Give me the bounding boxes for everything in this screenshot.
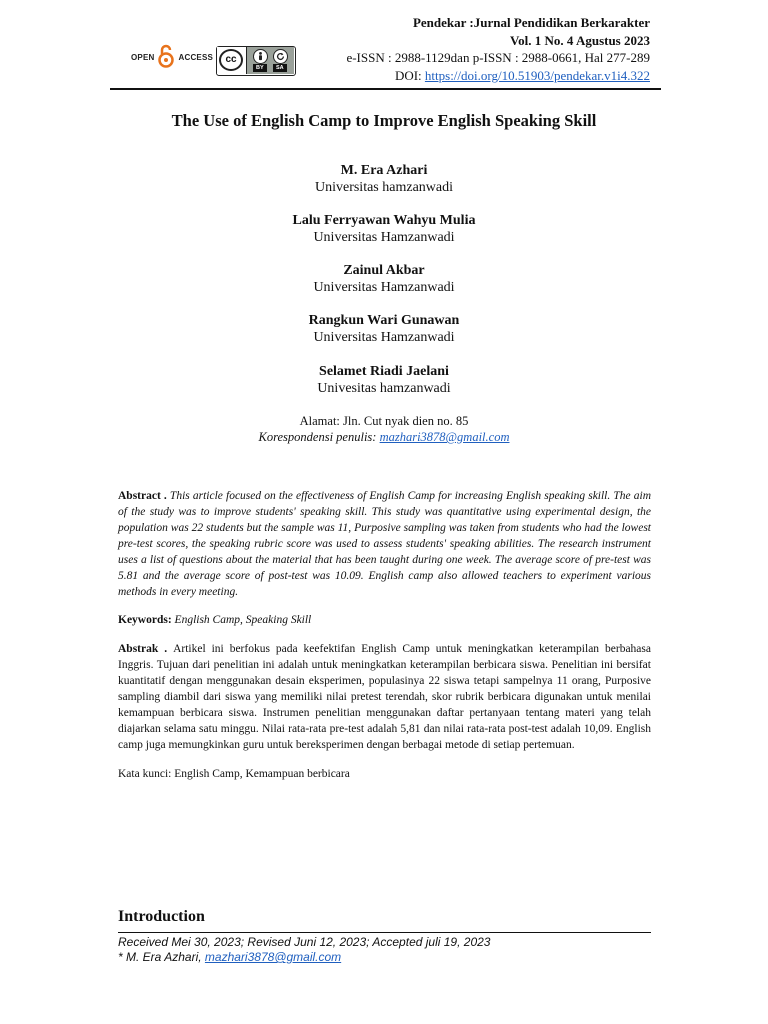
author-name: M. Era Azhari	[340, 163, 428, 178]
attribution-person-icon	[253, 49, 268, 64]
open-access-right-text: ACCESS	[178, 52, 214, 62]
correspondence-email-link[interactable]: mazhari3878@gmail.com	[379, 430, 510, 444]
footnote-email-link[interactable]: mazhari3878@gmail.com	[204, 950, 342, 964]
keywords-line	[118, 612, 651, 628]
author-affiliation: Univesitas hamzanwadi	[317, 381, 451, 396]
cc-sa-label: SA	[273, 64, 287, 72]
author-affiliation: Universitas Hamzanwadi	[313, 230, 455, 245]
author-block	[0, 312, 768, 346]
footnote-received: Received Mei 30, 2023; Revised Juni 12, 2023; Accepted juli 19, 2023	[118, 935, 491, 949]
open-access-logo	[131, 44, 213, 70]
creative-commons-icon: cc	[219, 49, 243, 71]
doi-label: DOI:	[394, 67, 425, 83]
doi-line	[346, 67, 650, 85]
abstract-text: This article focused on the effectiveness of English Camp for increasing English speaking skill. The aim of the study was to improve students' speaking skill. This study was quantitative using experimental design, the population was 22 students but the sample was 11, Purposive sampling was taken from students who had the lowest pre-test scores, the speaking rubric score was used to assess students' speaking abilities. The research instrument uses a list of questions about the material that has been taught during one week. The average score of pre-test was 5.81 and the average score of post-test was 10.09. English camp also allowed teachers to experiment various methods in every meeting.	[118, 490, 651, 598]
header-divider	[110, 88, 661, 90]
cc-by-label: BY	[253, 64, 267, 72]
author-affiliation: Universitas Hamzanwadi	[313, 330, 455, 345]
cc-by-sa-license-badge[interactable]	[216, 46, 296, 76]
kata-kunci-line: Kata kunci: English Camp, Kemampuan berbicara	[118, 768, 350, 780]
correspondence-label: Korespondensi penulis:	[258, 430, 380, 444]
author-name: Zainul Akbar	[343, 263, 425, 278]
author-name: Rangkun Wari Gunawan	[308, 313, 460, 328]
author-block	[0, 363, 768, 397]
address-line: Alamat: Jln. Cut nyak dien no. 85	[299, 414, 469, 428]
abstrak-paragraph	[118, 641, 651, 753]
open-access-left-text: OPEN	[131, 52, 155, 62]
footnote-block	[118, 935, 490, 965]
journal-header	[346, 14, 650, 84]
abstract-paragraph	[118, 488, 651, 600]
address-block	[0, 413, 768, 445]
footnote-divider	[118, 932, 651, 933]
journal-name: Pendekar :Jurnal Pendidikan Berkarakter	[412, 15, 650, 30]
keywords-text: English Camp, Speaking Skill	[174, 614, 312, 626]
doi-link[interactable]: https://doi.org/10.51903/pendekar.v1i4.322	[424, 67, 650, 83]
keywords-label: Keywords:	[118, 614, 175, 626]
paper-title: The Use of English Camp to Improve English Speaking Skill	[171, 111, 597, 130]
author-name: Selamet Riadi Jaelani	[319, 364, 449, 379]
author-affiliation: Universitas Hamzanwadi	[313, 280, 455, 295]
author-block	[0, 262, 768, 296]
abstrak-text: Artikel ini berfokus pada keefektifan English Camp untuk meningkatkan keterampilan berbahasa Inggris. Tujuan dari penelitian ini adalah untuk meningkatkan keterampilan berbicara siswa. Penelitian ini bersifat kuantitatif dengan menggunakan desain eksperimen, populasinya 22 siswa tetapi sampelnya 11 orang, Purposive sampling diambil dari siswa yang memiliki nilai pretest terendah, skor rubrik berbicara digunakan untuk menilai kemampuan berbicara siswa. Instrumen penelitian menggunakan daftar pertanyaan tentang materi yang telah diajarkan selama satu minggu. Nilai rata-rata pre-test adalah 5,81 dan nilai rata-rata post-test adalah 10,09. English camp juga memungkinkan guru untuk bereksperimen dengan berbagai metode di setiap pertemuan.	[118, 643, 651, 751]
abstrak-label: Abstrak .	[118, 643, 174, 655]
journal-issn: e-ISSN : 2988-1129dan p-ISSN : 2988-0661, Hal 277-289	[346, 50, 650, 65]
section-heading: Introduction	[118, 908, 205, 925]
open-lock-icon	[158, 44, 174, 70]
footnote-author: * M. Era Azhari,	[118, 950, 205, 964]
abstract-label: Abstract .	[118, 490, 170, 502]
author-name: Lalu Ferryawan Wahyu Mulia	[292, 213, 476, 228]
journal-volume: Vol. 1 No. 4 Agustus 2023	[509, 32, 650, 48]
author-block	[0, 212, 768, 246]
author-block	[0, 162, 768, 196]
author-affiliation: Universitas hamzanwadi	[314, 180, 453, 195]
share-alike-icon	[273, 49, 288, 64]
